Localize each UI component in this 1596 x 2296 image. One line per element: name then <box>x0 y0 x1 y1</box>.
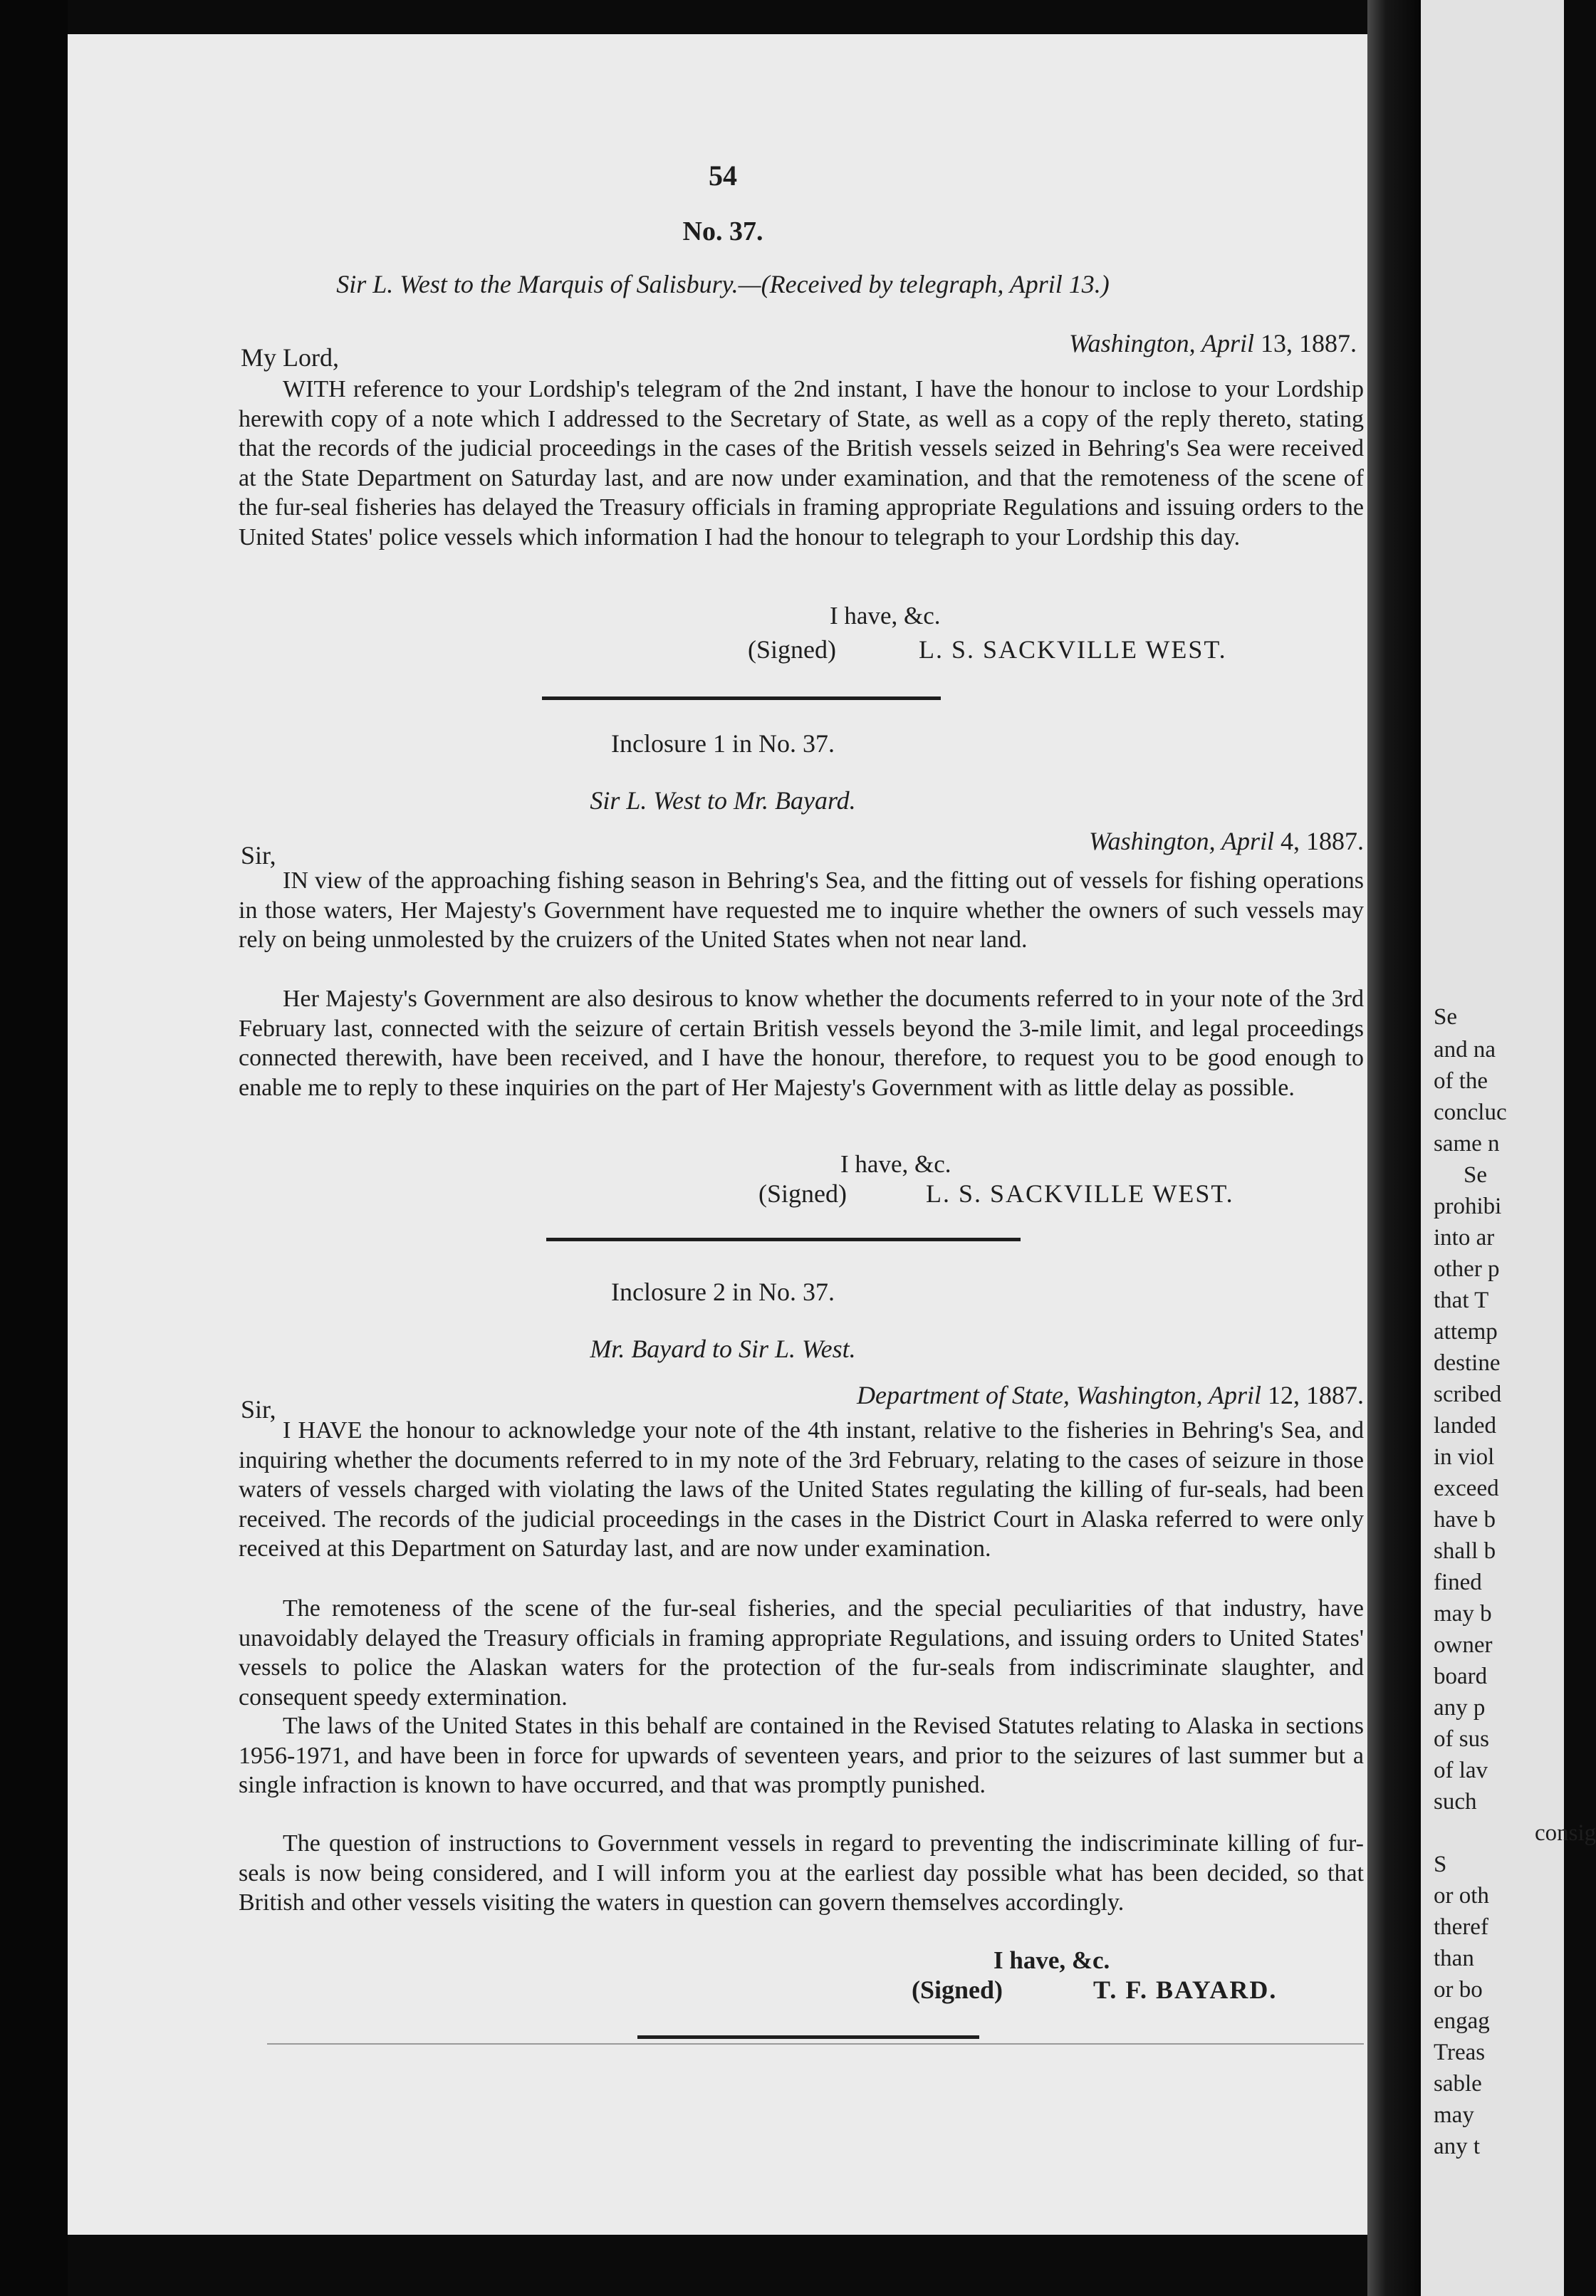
facing-line: in viol <box>1434 1444 1495 1470</box>
inclosure2-paragraph-1: I HAVE the honour to acknowledge your note of the 4th instant, relative to the fisheries in Behring's Sea, and inquiring whether the documents referred to in my note of the 3rd February, relating to the cases of seizure in those waters of vessels charged with violating the laws of the United States regulating the killing of fur-seals, had been received. The records of the judicial proceedings in the cases in the District Court in Alaska referred to were only received at this Department on Saturday last, and are now under examination. <box>239 1417 1364 1562</box>
inclosure1-signed-label: (Signed) <box>758 1179 847 1208</box>
inclosure1-closing: I have, &c. <box>840 1150 951 1178</box>
facing-line: than <box>1434 1946 1474 1971</box>
facing-line: exceed <box>1434 1476 1499 1501</box>
facing-line: Se <box>1434 1004 1457 1030</box>
inclosure1-title: Inclosure 1 in No. 37. <box>611 729 835 758</box>
facing-line: Treas <box>1434 2040 1486 2065</box>
facing-line: Se <box>1464 1162 1487 1188</box>
facing-page-fragment <box>1421 0 1596 2296</box>
facing-line: attemp <box>1434 1319 1498 1345</box>
facing-line: of the <box>1434 1068 1488 1094</box>
inclosure2-paragraph-3: The laws of the United States in this behalf are contained in the Revised Statutes relating to Alaska in sections 1956-1971, and have been in force for upwards of seventeen years, and prior to the seizures of last summer but a single infraction is known to have occurred, and that was promptly punished. <box>239 1713 1364 1798</box>
facing-line: any t <box>1434 2134 1481 2159</box>
facing-line: destine <box>1434 1350 1501 1376</box>
main-letter-body: WITH reference to your Lordship's telegram of the 2nd instant, I have the honour to inclose to your Lordship herewith copy of a note which I addressed to the Secretary of State, as well as a copy of the reply thereto, stating that the records of the judicial proceedings in the cases of the British vessels seized in Behring's Sea were received at the State Department on Saturday last, and are now under examination, and that the remoteness of the scene of the fur-seal fisheries has delayed the Treasury officials in framing appropriate Regulations and issuing orders to the United States' police vessels which information I had the honour to telegraph to your Lordship this day. <box>239 376 1364 550</box>
section-divider <box>546 1238 1021 1241</box>
inclosure1-signature: L. S. SACKVILLE WEST. <box>926 1179 1234 1208</box>
facing-line: such <box>1434 1789 1477 1815</box>
faint-rule <box>267 2043 1364 2045</box>
facing-line: other p <box>1434 1256 1500 1282</box>
facing-line: board <box>1434 1664 1488 1689</box>
facing-line: shall b <box>1434 1538 1496 1564</box>
section-divider <box>637 2035 979 2039</box>
document-title: No. 37. <box>682 216 763 246</box>
section-divider <box>542 696 941 700</box>
inclosure2-title: Inclosure 2 in No. 37. <box>611 1278 835 1306</box>
facing-line: or bo <box>1434 1977 1483 2003</box>
facing-line: theref <box>1434 1914 1488 1940</box>
inclosure2-dateline-date: 12, 1887. <box>1268 1381 1364 1409</box>
facing-line: sable <box>1434 2071 1482 2097</box>
facing-line: into ar <box>1434 1225 1495 1251</box>
inclosure2-signature: T. F. BAYARD. <box>1093 1976 1278 2004</box>
inclosure1-dateline-date: 4, 1887. <box>1281 827 1364 855</box>
main-letter-signature: L. S. SACKVILLE WEST. <box>919 635 1227 664</box>
facing-line: and na <box>1434 1037 1496 1063</box>
facing-line: concluc <box>1434 1100 1507 1125</box>
inclosure1-heading: Sir L. West to Mr. Bayard. <box>590 786 856 815</box>
facing-line: engag <box>1434 2008 1490 2034</box>
facing-line: of lav <box>1434 1758 1488 1783</box>
facing-line: that T <box>1434 1288 1489 1313</box>
inclosure1-dateline <box>652 826 1364 856</box>
inclosure2-paragraph-4: The question of instructions to Government vessels in regard to preventing the indiscriminate killing of fur-seals is now being considered, and I will inform you at the earliest day possible what has been decided, so that British and other vessels visiting the waters in question can govern themselves accordingly. <box>239 1830 1364 1916</box>
facing-line: S <box>1434 1852 1447 1877</box>
inclosure1-dateline-place: Washington, April <box>1088 827 1274 855</box>
main-letter-signed-label: (Signed) <box>748 635 836 664</box>
document-page <box>68 34 1378 2235</box>
inclosure2-signed-label: (Signed) <box>912 1976 1003 2004</box>
main-letter-dateline-date: 13, 1887. <box>1261 329 1357 358</box>
facing-line: may b <box>1434 1601 1492 1627</box>
main-letter-heading: Sir L. West to the Marquis of Salisbury.—(Received by telegraph, April 13.) <box>336 270 1110 298</box>
inclosure1-paragraph-1: IN view of the approaching fishing season in Behring's Sea, and the fitting out of vessels for fishing operations in those waters, Her Majesty's Government have requested me to inquire whether the owners of such vessels may rely on being unmolested by the cruizers of the United States when not near land. <box>239 867 1364 953</box>
inclosure2-dateline <box>652 1380 1364 1410</box>
main-letter-dateline <box>645 328 1357 358</box>
facing-line: scribed <box>1434 1382 1502 1407</box>
facing-line: have b <box>1434 1507 1496 1533</box>
inclosure2-paragraph-2: The remoteness of the scene of the fur-seal fisheries, and the special peculiarities of that industry, have unavoidably delayed the Treasury officials in framing appropriate Regulations, and issuing orders to United States' vessels to police the Alaskan waters for the protection of the fur-seals from indiscriminate slaughter, and consequent speedy extermination. <box>239 1595 1364 1711</box>
facing-line: same n <box>1434 1131 1500 1157</box>
inclosure2-closing: I have, &c. <box>993 1946 1110 1974</box>
facing-line: may <box>1434 2102 1474 2128</box>
inclosure2-heading: Mr. Bayard to Sir L. West. <box>590 1335 856 1363</box>
scan-left-margin <box>0 0 68 2296</box>
facing-line: landed <box>1434 1413 1496 1439</box>
main-letter-dateline-place: Washington, April <box>1068 329 1254 358</box>
facing-line: of sus <box>1434 1726 1489 1752</box>
facing-line: or oth <box>1434 1883 1489 1909</box>
inclosure2-salutation: Sir, <box>241 1395 276 1424</box>
main-letter-salutation: My Lord, <box>241 343 339 372</box>
facing-line: consig <box>1535 1820 1596 1846</box>
facing-line: any p <box>1434 1695 1486 1721</box>
inclosure1-salutation: Sir, <box>241 841 276 870</box>
main-letter-closing: I have, &c. <box>830 602 941 630</box>
book-gutter <box>1367 0 1421 2296</box>
facing-line: fined <box>1434 1570 1482 1595</box>
facing-line: owner <box>1434 1632 1493 1658</box>
facing-line: prohibi <box>1434 1194 1502 1219</box>
page-number: 54 <box>709 160 737 192</box>
inclosure1-paragraph-2: Her Majesty's Government are also desirous to know whether the documents referred to in your note of the 3rd February last, connected with the seizure of certain British vessels beyond the 3-mile limit, and legal proceedings connected therewith, have been received, and I have the honour, therefore, to request you to be good enough to enable me to reply to these inquiries on the part of Her Majesty's Government with as little delay as possible. <box>239 986 1364 1101</box>
inclosure2-dateline-place: Department of State, Washington, April <box>856 1381 1261 1409</box>
